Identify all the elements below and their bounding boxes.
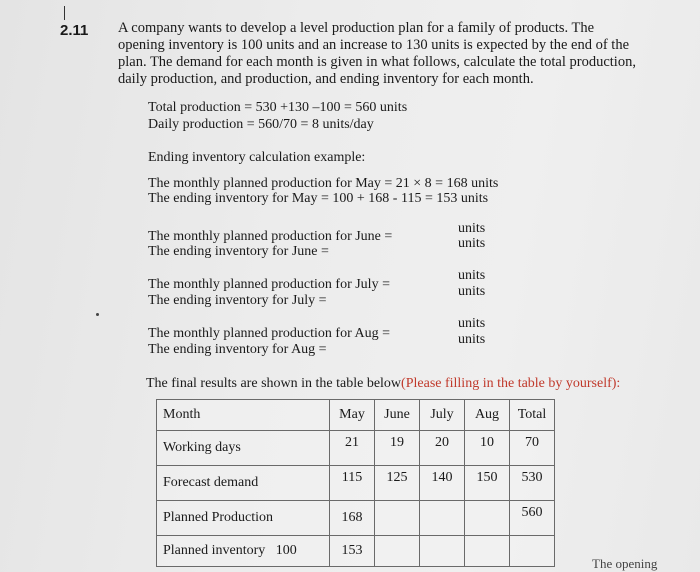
july-units-2: units <box>458 284 486 299</box>
final-results-note: (Please filling in the table by yourself): <box>401 376 621 391</box>
table-cell: 10 <box>465 431 510 466</box>
final-results-line <box>146 376 620 392</box>
table-header-row <box>157 400 555 431</box>
problem-line: opening inventory is 100 units and an increase to 130 units is expected by the end of the <box>118 37 630 53</box>
june-production: The monthly planned production for June = <box>148 229 393 244</box>
table-cell: 153 <box>330 536 375 567</box>
row-label: Planned inventory 100 <box>157 536 330 567</box>
aug-production: The monthly planned production for Aug = <box>148 326 390 341</box>
production-table <box>156 399 555 567</box>
aug-units-1: units <box>458 316 486 331</box>
table-cell: 150 <box>465 466 510 501</box>
table-cell: 115 <box>330 466 375 501</box>
header-may: May <box>330 400 375 431</box>
problem-line: plan. The demand for each month is given in what follows, calculate the total production, <box>118 54 636 70</box>
table-cell: 125 <box>375 466 420 501</box>
july-units-1: units <box>458 268 486 283</box>
table-cell <box>510 536 555 567</box>
row-label: Working days <box>157 431 330 466</box>
table-row <box>157 431 555 466</box>
problem-line: A company wants to develop a level production plan for a family of products. The <box>118 20 595 36</box>
table-cell: 21 <box>330 431 375 466</box>
table-cell: 140 <box>420 466 465 501</box>
table-cell: 168 <box>330 501 375 536</box>
example-heading: Ending inventory calculation example: <box>148 150 366 165</box>
problem-line: daily production, and production, and ending inventory for each month. <box>118 71 534 87</box>
header-total: Total <box>510 400 555 431</box>
header-june: June <box>375 400 420 431</box>
table-row <box>157 501 555 536</box>
row-label: Planned Production <box>157 501 330 536</box>
margin-mark <box>64 6 65 20</box>
july-production: The monthly planned production for July = <box>148 277 390 292</box>
table-cell <box>375 501 420 536</box>
header-aug: Aug <box>465 400 510 431</box>
header-month: Month <box>157 400 330 431</box>
may-ending-inventory: The ending inventory for May = 100 + 168 - 115 = 153 units <box>148 191 489 206</box>
aug-units-2: units <box>458 332 486 347</box>
table-cell <box>465 501 510 536</box>
cutoff-text: The opening <box>592 556 658 571</box>
table-cell <box>465 536 510 567</box>
june-ending-inventory: The ending inventory for June = <box>148 244 329 259</box>
table-cell <box>420 501 465 536</box>
total-production: Total production = 530 +130 –100 = 560 units <box>148 100 408 115</box>
june-units-1: units <box>458 221 486 236</box>
daily-production: Daily production = 560/70 = 8 units/day <box>148 117 374 132</box>
row-label: Forecast demand <box>157 466 330 501</box>
header-july: July <box>420 400 465 431</box>
may-production: The monthly planned production for May = 21 × 8 = 168 units <box>148 176 499 191</box>
june-units-2: units <box>458 236 486 251</box>
final-results-lead: The final results are shown in the table below <box>146 376 402 391</box>
table-cell: 19 <box>375 431 420 466</box>
table-cell: 70 <box>510 431 555 466</box>
july-ending-inventory: The ending inventory for July = <box>148 293 327 308</box>
table-cell <box>420 536 465 567</box>
table-cell: 530 <box>510 466 555 501</box>
table-row <box>157 536 555 567</box>
table-row <box>157 466 555 501</box>
table-cell: 20 <box>420 431 465 466</box>
aug-ending-inventory: The ending inventory for Aug = <box>148 342 327 357</box>
problem-statement <box>118 20 658 88</box>
problem-number: 2.11 <box>60 22 89 39</box>
stray-dot <box>96 313 99 316</box>
table-cell: 560 <box>510 501 555 536</box>
table-cell <box>375 536 420 567</box>
